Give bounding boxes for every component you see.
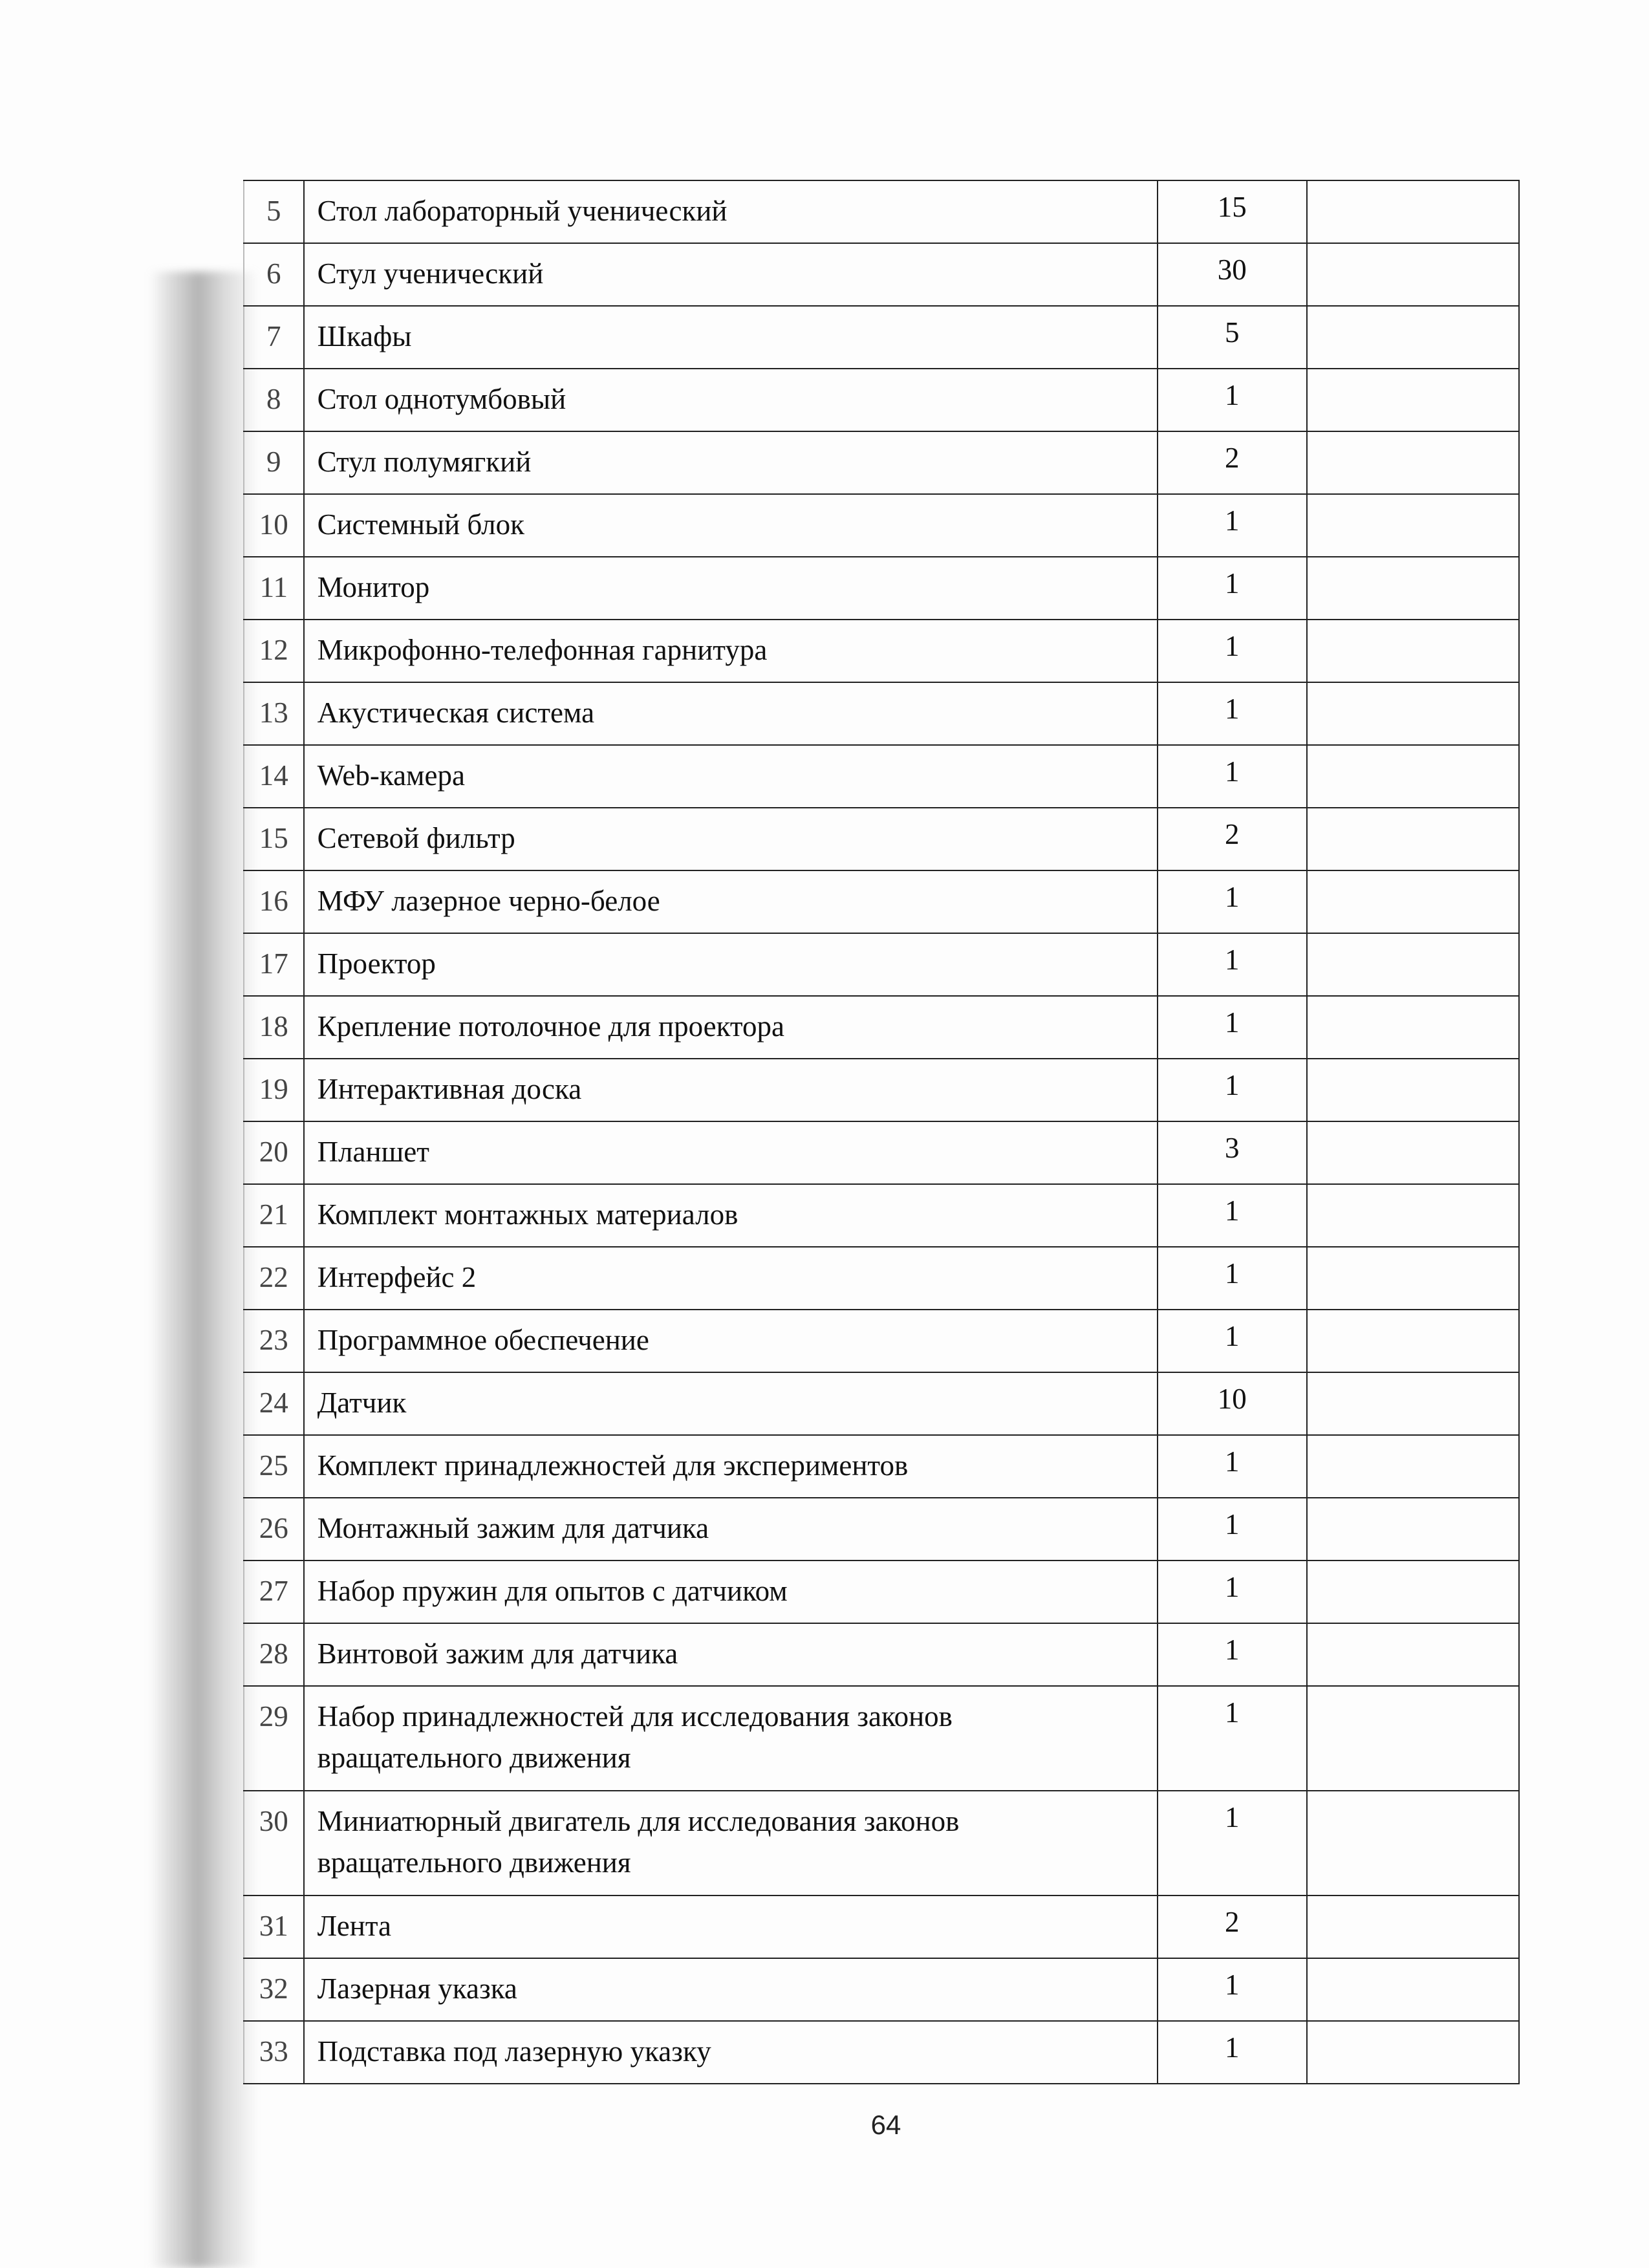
notes-cell (1307, 431, 1519, 494)
item-name: Крепление потолочное для проектора (304, 996, 1158, 1059)
table-row (244, 369, 1519, 431)
notes-cell (1307, 1247, 1519, 1310)
item-name: Комплект принадлежностей для экспериментов (304, 1435, 1158, 1498)
table-row (244, 1310, 1519, 1372)
item-name: Комплект монтажных материалов (304, 1184, 1158, 1247)
table-row (244, 306, 1519, 369)
table-row (244, 745, 1519, 808)
item-name: Интерфейс 2 (304, 1247, 1158, 1310)
notes-cell (1307, 1498, 1519, 1561)
item-name: Стул ученический (304, 243, 1158, 306)
notes-cell (1307, 557, 1519, 620)
item-quantity: 1 (1158, 933, 1307, 996)
item-quantity: 1 (1158, 1791, 1307, 1895)
notes-cell (1307, 243, 1519, 306)
item-quantity: 30 (1158, 243, 1307, 306)
row-number: 9 (244, 431, 304, 494)
row-number: 14 (244, 745, 304, 808)
item-quantity: 1 (1158, 620, 1307, 682)
notes-cell (1307, 808, 1519, 870)
item-name: Миниатюрный двигатель для исследования законов вращательного движения (304, 1791, 1158, 1895)
table-row (244, 1498, 1519, 1561)
row-number: 24 (244, 1372, 304, 1435)
row-number: 12 (244, 620, 304, 682)
item-quantity: 1 (1158, 1623, 1307, 1686)
item-quantity: 1 (1158, 1686, 1307, 1791)
item-quantity: 1 (1158, 1059, 1307, 1121)
item-name: Датчик (304, 1372, 1158, 1435)
notes-cell (1307, 1686, 1519, 1791)
table-row (244, 1184, 1519, 1247)
scan-binding-shadow (149, 272, 259, 2268)
row-number: 25 (244, 1435, 304, 1498)
item-quantity: 1 (1158, 1561, 1307, 1623)
item-name: Программное обеспечение (304, 1310, 1158, 1372)
row-number: 29 (244, 1686, 304, 1791)
item-name: Стол однотумбовый (304, 369, 1158, 431)
table-row (244, 1372, 1519, 1435)
item-name: Лента (304, 1895, 1158, 1958)
table-row (244, 1623, 1519, 1686)
table-row (244, 243, 1519, 306)
row-number: 32 (244, 1958, 304, 2021)
row-number: 28 (244, 1623, 304, 1686)
table-row (244, 1247, 1519, 1310)
table-row (244, 431, 1519, 494)
item-name: Акустическая система (304, 682, 1158, 745)
notes-cell (1307, 933, 1519, 996)
table-row (244, 494, 1519, 557)
page-number: 64 (870, 2110, 901, 2140)
item-name: Набор принадлежностей для исследования законов вращательного движения (304, 1686, 1158, 1791)
notes-cell (1307, 2021, 1519, 2084)
row-number: 6 (244, 243, 304, 306)
notes-cell (1307, 1895, 1519, 1958)
row-number: 11 (244, 557, 304, 620)
table-row (244, 1059, 1519, 1121)
item-quantity: 1 (1158, 1435, 1307, 1498)
table-row (244, 870, 1519, 933)
item-quantity: 2 (1158, 808, 1307, 870)
notes-cell (1307, 494, 1519, 557)
notes-cell (1307, 1435, 1519, 1498)
notes-cell (1307, 1059, 1519, 1121)
table-row (244, 1121, 1519, 1184)
table-row (244, 933, 1519, 996)
row-number: 15 (244, 808, 304, 870)
row-number: 17 (244, 933, 304, 996)
row-number: 20 (244, 1121, 304, 1184)
table-row (244, 682, 1519, 745)
item-name: Стул полумягкий (304, 431, 1158, 494)
item-name: Системный блок (304, 494, 1158, 557)
item-quantity: 1 (1158, 369, 1307, 431)
item-quantity: 15 (1158, 180, 1307, 243)
table-row (244, 808, 1519, 870)
item-name: Стол лабораторный ученический (304, 180, 1158, 243)
notes-cell (1307, 1958, 1519, 2021)
item-name: Шкафы (304, 306, 1158, 369)
notes-cell (1307, 1310, 1519, 1372)
item-quantity: 1 (1158, 745, 1307, 808)
row-number: 10 (244, 494, 304, 557)
item-quantity: 1 (1158, 996, 1307, 1059)
notes-cell (1307, 1184, 1519, 1247)
table-row (244, 1686, 1519, 1791)
table-row (244, 1958, 1519, 2021)
row-number: 19 (244, 1059, 304, 1121)
item-quantity: 3 (1158, 1121, 1307, 1184)
row-number: 5 (244, 180, 304, 243)
item-name: Сетевой фильтр (304, 808, 1158, 870)
notes-cell (1307, 996, 1519, 1059)
item-quantity: 1 (1158, 1958, 1307, 2021)
notes-cell (1307, 682, 1519, 745)
notes-cell (1307, 870, 1519, 933)
row-number: 27 (244, 1561, 304, 1623)
notes-cell (1307, 1372, 1519, 1435)
item-name: Интерактивная доска (304, 1059, 1158, 1121)
item-quantity: 1 (1158, 682, 1307, 745)
item-name: Подставка под лазерную указку (304, 2021, 1158, 2084)
item-name: Монитор (304, 557, 1158, 620)
notes-cell (1307, 620, 1519, 682)
item-name: Винтовой зажим для датчика (304, 1623, 1158, 1686)
item-quantity: 10 (1158, 1372, 1307, 1435)
row-number: 13 (244, 682, 304, 745)
item-name: Монтажный зажим для датчика (304, 1498, 1158, 1561)
item-quantity: 1 (1158, 1498, 1307, 1561)
row-number: 7 (244, 306, 304, 369)
row-number: 33 (244, 2021, 304, 2084)
notes-cell (1307, 1791, 1519, 1895)
item-quantity: 1 (1158, 1184, 1307, 1247)
row-number: 8 (244, 369, 304, 431)
row-number: 22 (244, 1247, 304, 1310)
table-row (244, 1561, 1519, 1623)
item-quantity: 1 (1158, 1247, 1307, 1310)
item-quantity: 1 (1158, 2021, 1307, 2084)
row-number: 21 (244, 1184, 304, 1247)
notes-cell (1307, 1121, 1519, 1184)
notes-cell (1307, 306, 1519, 369)
notes-cell (1307, 745, 1519, 808)
item-name: МФУ лазерное черно-белое (304, 870, 1158, 933)
row-number: 16 (244, 870, 304, 933)
table-row (244, 996, 1519, 1059)
row-number: 30 (244, 1791, 304, 1895)
item-quantity: 2 (1158, 1895, 1307, 1958)
item-name: Лазерная указка (304, 1958, 1158, 2021)
item-name: Планшет (304, 1121, 1158, 1184)
item-name: Микрофонно-телефонная гарнитура (304, 620, 1158, 682)
table-row (244, 1435, 1519, 1498)
row-number: 18 (244, 996, 304, 1059)
table-row (244, 557, 1519, 620)
row-number: 23 (244, 1310, 304, 1372)
equipment-table (243, 180, 1520, 2084)
notes-cell (1307, 1623, 1519, 1686)
table-row (244, 1791, 1519, 1895)
notes-cell (1307, 180, 1519, 243)
table-row (244, 620, 1519, 682)
row-number: 31 (244, 1895, 304, 1958)
item-quantity: 1 (1158, 1310, 1307, 1372)
table-row (244, 180, 1519, 243)
item-quantity: 1 (1158, 870, 1307, 933)
item-name: Набор пружин для опытов с датчиком (304, 1561, 1158, 1623)
item-quantity: 2 (1158, 431, 1307, 494)
table-row (244, 1895, 1519, 1958)
item-name: Web-камера (304, 745, 1158, 808)
notes-cell (1307, 369, 1519, 431)
item-quantity: 5 (1158, 306, 1307, 369)
row-number: 26 (244, 1498, 304, 1561)
item-name: Проектор (304, 933, 1158, 996)
notes-cell (1307, 1561, 1519, 1623)
table-row (244, 2021, 1519, 2084)
item-quantity: 1 (1158, 494, 1307, 557)
item-quantity: 1 (1158, 557, 1307, 620)
